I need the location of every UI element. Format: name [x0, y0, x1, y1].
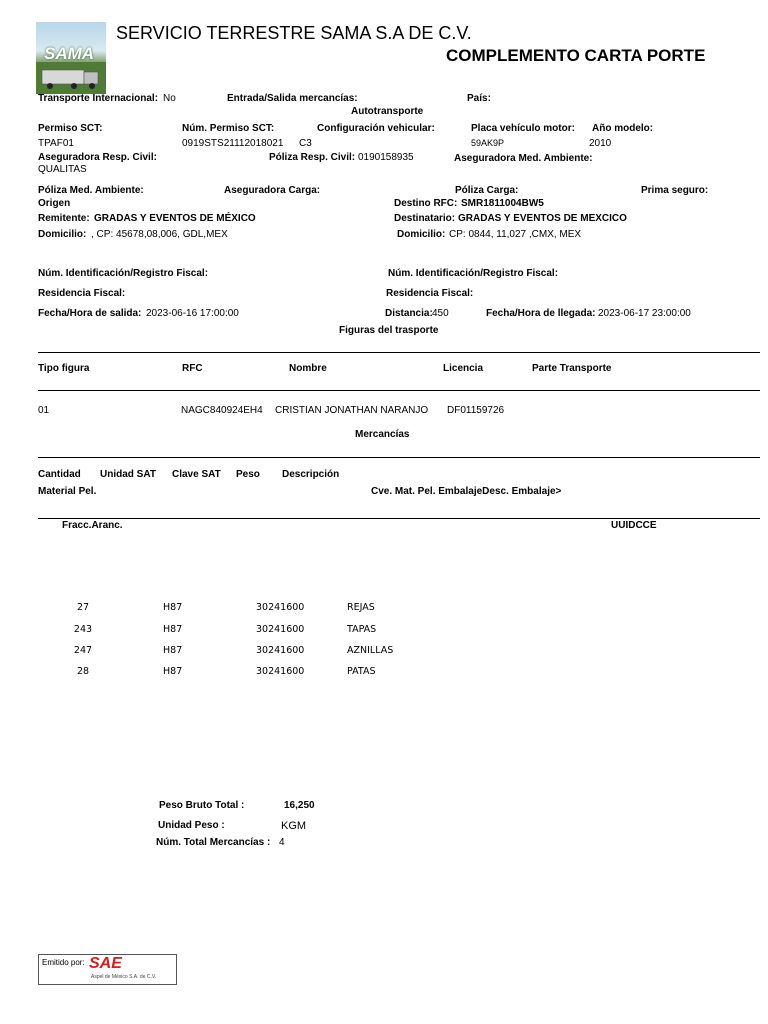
origen-domicilio-value: , CP: 45678,08,006, GDL,MEX [91, 229, 228, 240]
mercancias-title: Mercancías [355, 429, 410, 440]
distancia-value: 450 [432, 308, 449, 319]
mercancias-header-rule [38, 518, 760, 519]
row-clave: 30241600 [256, 624, 305, 635]
peso-bruto-label: Peso Bruto Total : [159, 800, 245, 811]
company-name: SERVICIO TERRESTRE SAMA S.A DE C.V. [116, 23, 472, 43]
row-cantidad: 247 [73, 645, 93, 656]
row-descripcion: AZNILLAS [347, 645, 394, 656]
aseguradora-civil-label: Aseguradora Resp. Civil: [38, 152, 157, 163]
aseguradora-carga-label: Aseguradora Carga: [224, 185, 321, 196]
origen-domicilio-label: Domicilio: [38, 229, 87, 240]
prima-label: Prima seguro: [641, 185, 709, 196]
permiso-sct-value: TPAF01 [38, 138, 74, 149]
row-cantidad: 28 [76, 666, 90, 677]
row-cantidad: 27 [76, 602, 90, 613]
poliza-ambiente-label: Póliza Med. Ambiente: [38, 185, 144, 196]
figuras-header-parte: Parte Transporte [532, 363, 612, 374]
mercancias-header-descripcion: Descripción [282, 469, 340, 480]
fecha-llegada-label: Fecha/Hora de llegada: [486, 308, 596, 319]
figura-rfc: NAGC840924EH4 [181, 405, 263, 416]
origen-title: Origen [38, 198, 71, 209]
mercancias-header-clave: Clave SAT [172, 469, 221, 480]
num-permiso-value: 0919STS21112018021 [182, 138, 284, 149]
peso-bruto-value: 16,250 [284, 800, 315, 811]
num-total-value: 4 [279, 837, 285, 848]
uuidcce-header: UUIDCCE [611, 520, 657, 531]
unidad-peso-label: Unidad Peso : [158, 820, 225, 831]
anio-value: 2010 [589, 138, 612, 149]
figuras-header-nombre: Nombre [289, 363, 327, 374]
figuras-title: Figuras del trasporte [339, 325, 439, 336]
sae-logo: SAE [89, 955, 122, 972]
logo-text: SAMA [44, 44, 95, 63]
emitido-por-box [38, 954, 177, 985]
entrada-salida-label: Entrada/Salida mercancías: [227, 93, 358, 104]
placa-value: 59AK9P [471, 138, 505, 148]
anio-label: Año modelo: [592, 123, 654, 134]
remitente-label: Remitente: [38, 213, 90, 224]
row-unidad: H87 [163, 645, 183, 656]
destinatario-label: Destinatario: [394, 213, 456, 224]
poliza-carga-label: Póliza Carga: [455, 185, 519, 196]
mercancias-header-peso: Peso [236, 469, 260, 480]
configuracion-label: Configuración vehicular: [317, 123, 435, 134]
poliza-civil-label: Póliza Resp. Civil: [269, 152, 356, 163]
emitido-por-label: Emitido por: [42, 958, 85, 967]
figuras-header-licencia: Licencia [443, 363, 484, 374]
cve-mat-header: Cve. Mat. Pel. EmbalajeDesc. Embalaje> [371, 486, 562, 497]
row-descripcion: TAPAS [347, 624, 377, 635]
remitente-value: GRADAS Y EVENTOS DE MÉXICO [94, 213, 256, 224]
figuras-header-tipo: Tipo figura [38, 363, 90, 374]
num-permiso-label: Núm. Permiso SCT: [182, 123, 275, 134]
permiso-sct-label: Permiso SCT: [38, 123, 103, 134]
figura-nombre: CRISTIAN JONATHAN NARANJO [275, 405, 429, 416]
mercancias-header-cantidad: Cantidad [38, 469, 81, 480]
row-unidad: H87 [163, 602, 183, 613]
transporte-internacional-label: Transporte Internacional: [38, 93, 159, 104]
row-clave: 30241600 [256, 602, 305, 613]
transporte-internacional-value: No [163, 93, 176, 104]
row-clave: 30241600 [256, 666, 305, 677]
row-cantidad: 243 [73, 624, 93, 635]
mercancias-top-rule [38, 457, 760, 458]
company-logo [36, 22, 106, 94]
sae-brand-sub: Aspel de México S.A. de C.V. [91, 974, 157, 980]
row-unidad: H87 [163, 666, 183, 677]
destino-domicilio-value: CP: 0844, 11,027 ,CMX, MEX [449, 229, 582, 240]
destino-rfc-value: SMR1811004BW5 [461, 198, 544, 209]
destino-residencia-label: Residencia Fiscal: [386, 288, 474, 299]
placa-label: Placa vehículo motor: [471, 123, 575, 134]
autotransporte-label: Autotransporte [351, 106, 424, 117]
row-descripcion: PATAS [347, 666, 376, 677]
aseguradora-ambiente-label: Aseguradora Med. Ambiente: [454, 153, 593, 164]
destino-num-id-label: Núm. Identificación/Registro Fiscal: [388, 268, 559, 279]
figuras-top-rule [38, 352, 760, 353]
origen-residencia-label: Residencia Fiscal: [38, 288, 126, 299]
pais-label: País: [467, 93, 491, 104]
configuracion-value: C3 [299, 138, 312, 149]
distancia-label: Distancia: [385, 308, 433, 319]
document-title: COMPLEMENTO CARTA PORTE [446, 46, 706, 65]
material-pel-header: Material Pel. [38, 486, 97, 497]
destinatario-value: GRADAS Y EVENTOS DE MEXCICO [458, 213, 627, 224]
fecha-salida-label: Fecha/Hora de salida: [38, 308, 142, 319]
fracc-aranc-header: Fracc.Aranc. [62, 520, 123, 531]
destino-rfc-label: Destino RFC: [394, 198, 458, 209]
row-descripcion: REJAS [347, 602, 375, 613]
num-total-label: Núm. Total Mercancías : [156, 837, 271, 848]
aseguradora-civil-value: QUALITAS [38, 164, 87, 175]
figuras-header-rfc: RFC [182, 363, 203, 374]
row-unidad: H87 [163, 624, 183, 635]
figura-tipo: 01 [38, 405, 50, 416]
fecha-salida-value: 2023-06-16 17:00:00 [146, 308, 239, 319]
poliza-civil-value: 0190158935 [358, 152, 414, 163]
figuras-header-rule [38, 390, 760, 391]
row-clave: 30241600 [256, 645, 305, 656]
unidad-peso-value: KGM [281, 820, 307, 832]
mercancias-header-unidad: Unidad SAT [100, 469, 156, 480]
figura-licencia: DF01159726 [447, 405, 505, 416]
destino-domicilio-label: Domicilio: [397, 229, 446, 240]
origen-num-id-label: Núm. Identificación/Registro Fiscal: [38, 268, 209, 279]
fecha-llegada-value: 2023-06-17 23:00:00 [598, 308, 691, 319]
